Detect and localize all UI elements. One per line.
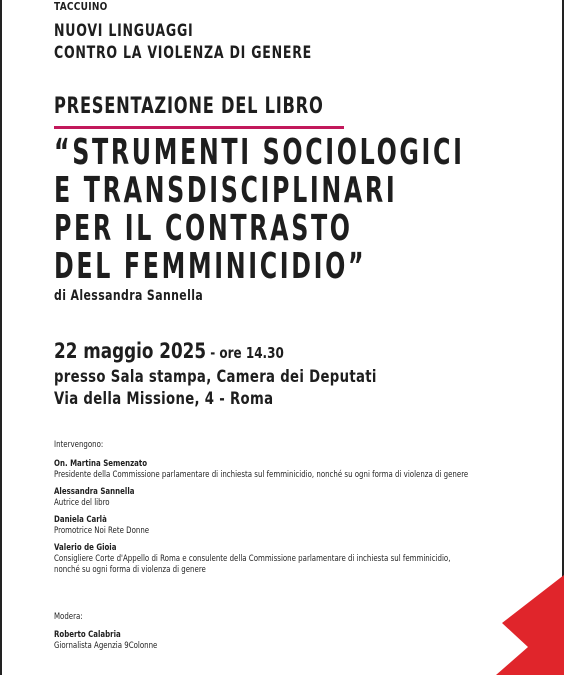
- venue-line-2: [54, 388, 468, 410]
- speaker-name: Valerio de Gioia: [54, 543, 117, 553]
- accent-underline: [54, 126, 344, 129]
- left-frame-border: [0, 0, 2, 675]
- speaker-item: [54, 459, 564, 481]
- author-line: [54, 288, 245, 304]
- venue-text-2: Via della Missione, 4 - Roma: [54, 389, 274, 409]
- moderator-section: [54, 612, 187, 652]
- section-label-text: TACCUINO: [54, 0, 108, 13]
- speaker-item: [54, 515, 564, 537]
- book-title-line-2: E TRANSDISCIPLINARI: [54, 170, 398, 211]
- book-title: [54, 134, 564, 286]
- book-title-line-1: “STRUMENTI SOCIOLOGICI: [54, 132, 465, 173]
- speaker-name: Alessandra Sannella: [54, 487, 135, 497]
- speaker-role-line-2: nonché su ogni forma di violenza di genere: [54, 565, 206, 575]
- date-venue-block: [54, 338, 468, 410]
- speaker-item: [54, 543, 564, 576]
- series-title: [54, 20, 403, 64]
- event-type-text: PRESENTAZIONE DEL LIBRO: [54, 94, 324, 119]
- moderator-name: Roberto Calabria: [54, 630, 121, 640]
- speaker-item: [54, 487, 564, 509]
- venue-line-1: [54, 366, 468, 388]
- book-title-line-4: DEL FEMMINICIDIO”: [54, 246, 367, 287]
- moderator-role: Giornalista Agenzia 9Colonne: [54, 641, 158, 651]
- event-type-heading: [54, 94, 418, 119]
- speaker-role: Autrice del libro: [54, 498, 110, 508]
- venue-text-1: presso Sala stampa, Camera dei Deputati: [54, 367, 377, 387]
- book-title-line-3: PER IL CONTRASTO: [54, 208, 353, 249]
- section-label: [54, 0, 119, 13]
- speakers-heading: Intervengono:: [54, 440, 104, 450]
- speakers-section: [54, 440, 564, 582]
- moderator-heading: Modera:: [54, 612, 83, 622]
- speaker-role: Presidente della Commissione parlamentare di inchiesta sul femminicidio, nonché su ogni forma di violenza di genere: [54, 470, 469, 480]
- speaker-name: On. Martina Semenzato: [54, 459, 148, 469]
- author-text: di Alessandra Sannella: [54, 288, 204, 304]
- speaker-name: Daniela Carlà: [54, 515, 107, 525]
- event-time: - ore 14.30: [206, 344, 284, 362]
- date-line: [54, 338, 468, 366]
- speaker-role: Promotrice Noi Rete Donne: [54, 526, 150, 536]
- series-title-line-2: CONTRO LA VIOLENZA DI GENERE: [54, 43, 312, 63]
- series-title-line-1: NUOVI LINGUAGGI: [54, 21, 194, 41]
- corner-arrow-shape: [484, 575, 564, 675]
- event-date: 22 maggio 2025: [54, 339, 207, 363]
- speaker-role-line-1: Consigliere Corte d'Appello di Roma e consulente della Commissione parlamentare di inchiesta sul femminicidio,: [54, 554, 451, 564]
